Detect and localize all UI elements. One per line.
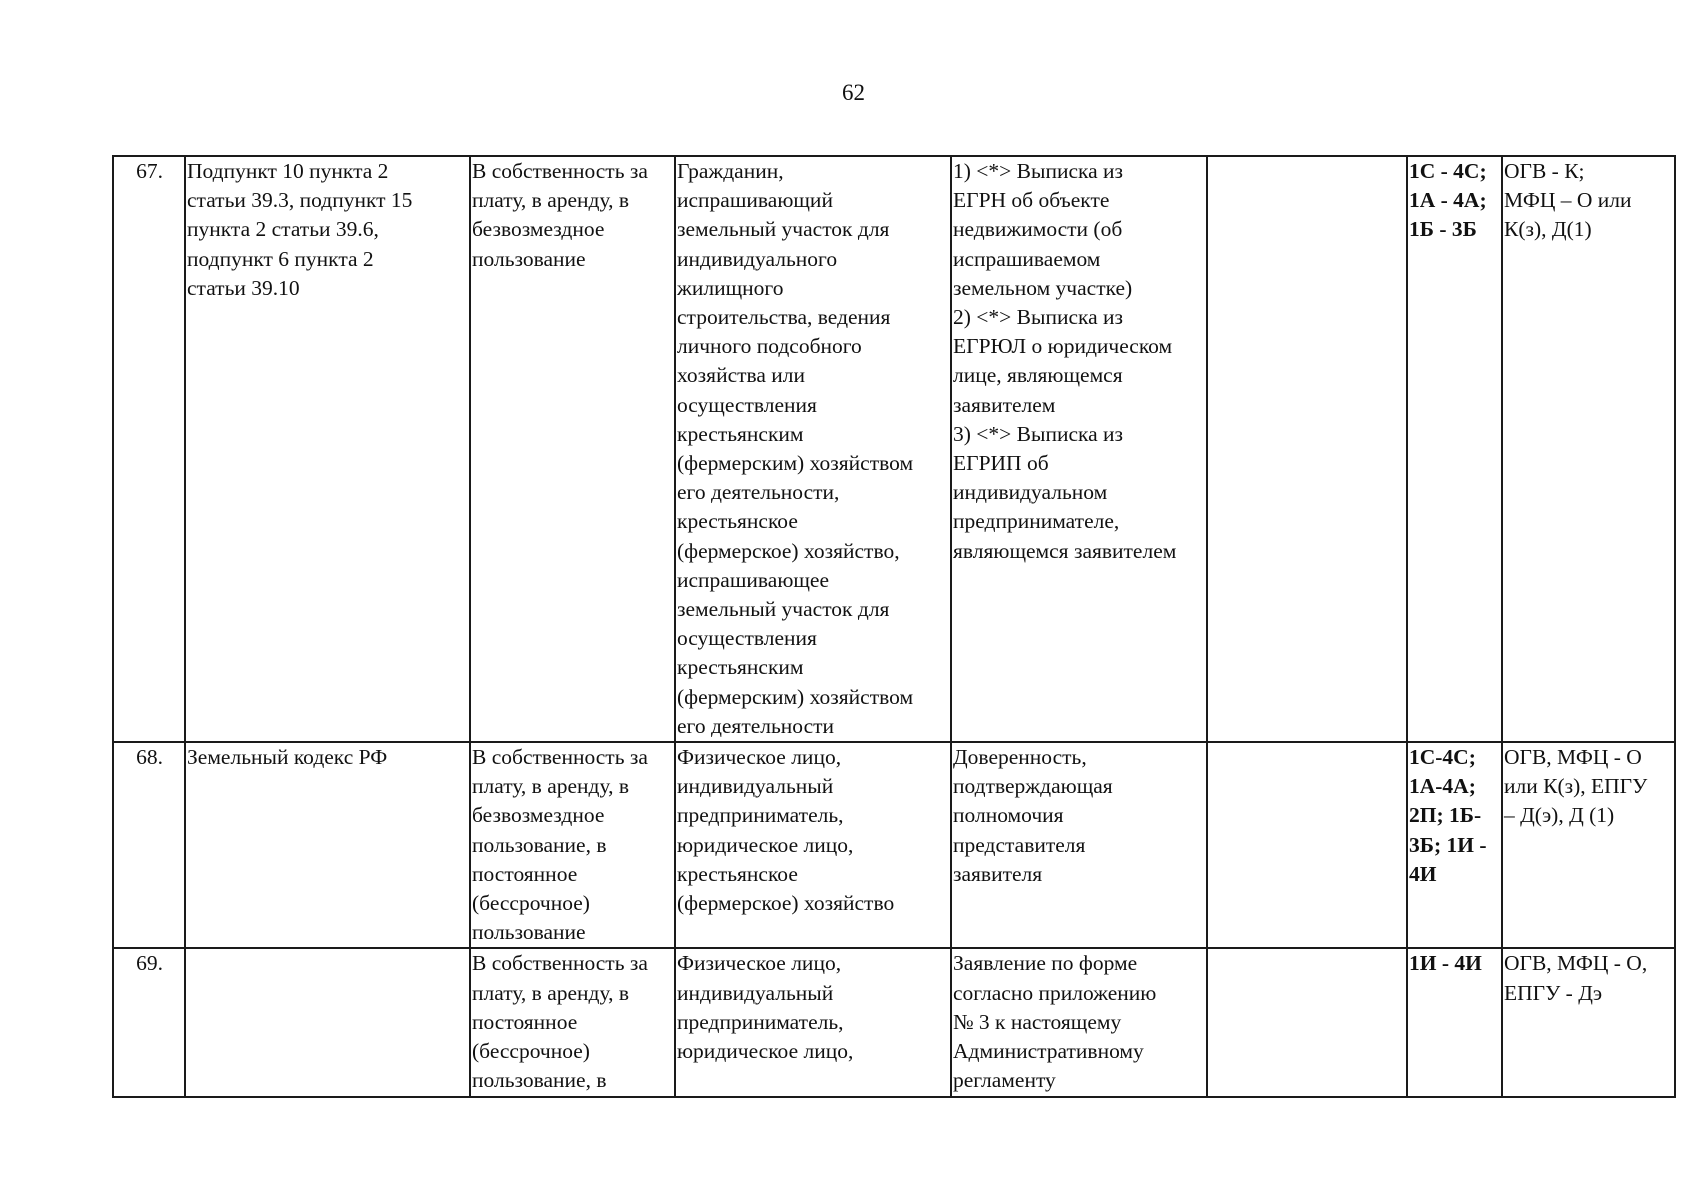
documents-line: № 3 к настоящему	[953, 1009, 1122, 1034]
cell-right-type	[470, 742, 675, 948]
submission-channels-line: К(з), Д(1)	[1504, 217, 1592, 242]
cell-empty-column	[1207, 948, 1407, 1096]
table-row	[113, 948, 1675, 1096]
cell-legal-basis	[185, 948, 470, 1096]
documents-line: полномочия	[953, 803, 1064, 828]
applicant-line: хозяйства или	[677, 363, 806, 388]
cell-submission-channels	[1502, 156, 1675, 742]
applicant-line: земельный участок для	[677, 217, 890, 242]
documents-line: испрашиваемом	[953, 246, 1101, 271]
applicant-line: Гражданин,	[677, 159, 784, 183]
cell-applicant	[675, 156, 951, 742]
applicant-line: Физическое лицо,	[677, 745, 842, 770]
right-type-line: пользование, в	[472, 832, 607, 857]
category-codes-line: 1А-4А;	[1409, 774, 1476, 799]
documents-line: ЕГРЮЛ о юридическом	[953, 334, 1173, 359]
cell-row-number	[113, 948, 185, 1096]
cell-submission-channels	[1502, 948, 1675, 1096]
cell-right-type	[470, 156, 675, 742]
applicant-line: предприниматель,	[677, 1009, 844, 1034]
applicant-line: (фермерское) хозяйство	[677, 891, 895, 916]
applicant-line: индивидуальный	[677, 774, 834, 799]
documents-line: согласно приложению	[953, 980, 1157, 1005]
right-type-line: безвозмездное	[472, 217, 605, 242]
legal-basis-line: статьи 39.10	[187, 275, 300, 300]
documents-line: 3) <*> Выписка из	[953, 421, 1124, 446]
cell-applicant	[675, 948, 951, 1096]
right-type-line: В собственность за	[472, 745, 648, 770]
cell-category-codes	[1407, 156, 1502, 742]
table-row	[113, 156, 1675, 742]
cell-documents	[951, 742, 1207, 948]
applicant-line: крестьянское	[677, 861, 798, 886]
cell-documents	[951, 948, 1207, 1096]
category-codes-line: 3Б; 1И -	[1409, 832, 1487, 857]
row-number-text: 67.	[136, 159, 163, 183]
applicant-line: (фермерским) хозяйством	[677, 684, 914, 709]
applicant-line: осуществления	[677, 392, 817, 417]
applicant-line: крестьянским	[677, 421, 804, 446]
applicant-line: его деятельности	[677, 713, 835, 738]
cell-legal-basis	[185, 156, 470, 742]
applicant-line: крестьянское	[677, 509, 798, 534]
right-type-line: (бессрочное)	[472, 1039, 590, 1064]
cell-empty-column	[1207, 156, 1407, 742]
right-type-line: безвозмездное	[472, 803, 605, 828]
applicant-line: испрашивающий	[677, 188, 833, 213]
applicant-line: индивидуальный	[677, 980, 834, 1005]
documents-line: Административному	[953, 1039, 1144, 1064]
documents-line: заявителя	[953, 861, 1043, 886]
cell-legal-basis	[185, 742, 470, 948]
right-type-line: пользование	[472, 920, 586, 945]
documents-line: земельном участке)	[953, 275, 1133, 300]
right-type-line: плату, в аренду, в	[472, 188, 629, 213]
documents-line: Заявление по форме	[953, 951, 1138, 976]
documents-line: заявителем	[953, 392, 1056, 417]
legal-basis-line: пункта 2 статьи 39.6,	[187, 217, 379, 242]
right-type-line: плату, в аренду, в	[472, 774, 629, 799]
submission-channels-line: МФЦ – О или	[1504, 188, 1632, 213]
right-type-line: постоянное	[472, 1009, 578, 1034]
row-number-text: 69.	[136, 951, 163, 976]
documents-line: индивидуальном	[953, 480, 1108, 505]
legal-basis-line: Подпункт 10 пункта 2	[187, 159, 389, 183]
applicant-line: юридическое лицо,	[677, 832, 854, 857]
right-type-line: (бессрочное)	[472, 891, 590, 916]
category-codes-line: 1С-4С;	[1409, 745, 1476, 770]
documents-line: ЕГРН об объекте	[953, 188, 1110, 213]
legal-basis-line: Земельный кодекс РФ	[187, 745, 388, 770]
cell-applicant	[675, 742, 951, 948]
documents-line: являющемся заявителем	[953, 538, 1177, 563]
table-row	[113, 742, 1675, 948]
documents-line: подтверждающая	[953, 774, 1113, 799]
cell-category-codes	[1407, 742, 1502, 948]
cell-documents	[951, 156, 1207, 742]
right-type-line: постоянное	[472, 861, 578, 886]
applicant-line: личного подсобного	[677, 334, 862, 359]
cell-category-codes	[1407, 948, 1502, 1096]
applicant-line: предприниматель,	[677, 803, 844, 828]
submission-channels-line: ОГВ - К;	[1504, 159, 1585, 183]
applicant-line: его деятельности,	[677, 480, 840, 505]
submission-channels-line: ОГВ, МФЦ - О,	[1504, 951, 1648, 976]
category-codes-line: 2П; 1Б-	[1409, 803, 1482, 828]
category-codes-line: 1А - 4А;	[1409, 188, 1487, 213]
right-type-line: плату, в аренду, в	[472, 980, 629, 1005]
category-codes-line: 1Б - 3Б	[1409, 217, 1477, 242]
cell-submission-channels	[1502, 742, 1675, 948]
documents-line: предпринимателе,	[953, 509, 1120, 534]
cell-right-type	[470, 948, 675, 1096]
applicant-line: земельный участок для	[677, 597, 890, 622]
page-number: 62	[842, 80, 865, 105]
cell-row-number	[113, 156, 185, 742]
documents-line: лице, являющемся	[953, 363, 1123, 388]
documents-line: Доверенность,	[953, 745, 1087, 770]
applicant-line: Физическое лицо,	[677, 951, 842, 976]
applicant-line: (фермерским) хозяйством	[677, 451, 914, 476]
legal-basis-line: подпункт 6 пункта 2	[187, 246, 374, 271]
applicant-line: юридическое лицо,	[677, 1039, 854, 1064]
documents-line: ЕГРИП об	[953, 451, 1049, 476]
applicant-line: (фермерское) хозяйство,	[677, 538, 900, 563]
applicant-line: строительства, ведения	[677, 305, 891, 330]
regulation-table	[112, 155, 1676, 1098]
applicant-line: жилищного	[677, 275, 784, 300]
right-type-line: В собственность за	[472, 951, 648, 976]
applicant-line: крестьянским	[677, 655, 804, 680]
right-type-line: В собственность за	[472, 159, 648, 183]
applicant-line: осуществления	[677, 626, 817, 651]
cell-empty-column	[1207, 742, 1407, 948]
category-codes-line: 4И	[1409, 861, 1437, 886]
row-number-text: 68.	[136, 745, 163, 770]
cell-row-number	[113, 742, 185, 948]
documents-line: регламенту	[953, 1068, 1056, 1093]
submission-channels-line: – Д(э), Д (1)	[1504, 803, 1615, 828]
documents-line: 2) <*> Выписка из	[953, 305, 1124, 330]
legal-basis-line: статьи 39.3, подпункт 15	[187, 188, 413, 213]
applicant-line: испрашивающее	[677, 567, 830, 592]
documents-line: представителя	[953, 832, 1086, 857]
category-codes-line: 1И - 4И	[1409, 951, 1482, 976]
documents-line: 1) <*> Выписка из	[953, 159, 1124, 183]
documents-line: недвижимости (об	[953, 217, 1123, 242]
applicant-line: индивидуального	[677, 246, 838, 271]
submission-channels-line: ЕПГУ - Дэ	[1504, 980, 1603, 1005]
submission-channels-line: или К(з), ЕПГУ	[1504, 774, 1648, 799]
right-type-line: пользование	[472, 246, 586, 271]
submission-channels-line: ОГВ, МФЦ - О	[1504, 745, 1642, 770]
category-codes-line: 1С - 4С;	[1409, 159, 1487, 183]
right-type-line: пользование, в	[472, 1068, 607, 1093]
